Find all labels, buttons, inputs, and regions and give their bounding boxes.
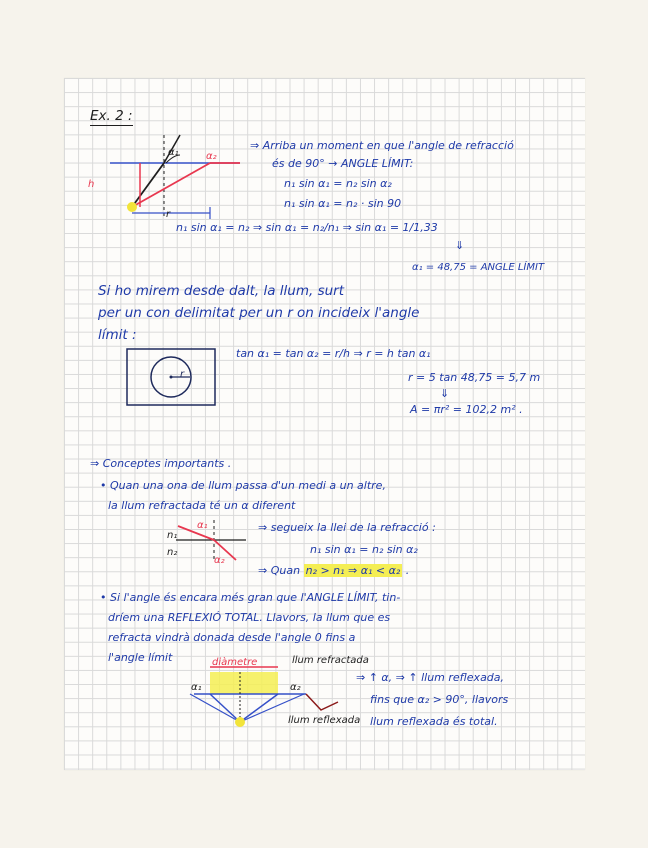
- fig4-label-a1: α₁: [191, 682, 202, 693]
- conclusion-line3: llum reflexada és total.: [370, 715, 498, 728]
- cone-top-view-diagram: [126, 348, 216, 406]
- fig4-refracted: llum refractada: [292, 655, 369, 666]
- fig1-label-r: r: [166, 209, 171, 220]
- fig1-label-a2: α₂: [206, 151, 217, 162]
- refraction-small-diagram: [176, 518, 246, 564]
- note1-line1: ⇒ Arriba un moment en que l'angle de refracció: [250, 139, 514, 152]
- fig2-label-r: r: [180, 369, 185, 380]
- calc-area: A = πr² = 102,2 m² .: [410, 403, 523, 416]
- condition-suffix: .: [405, 564, 410, 577]
- bullet1-equation: n₁ sin α₁ = n₂ sin α₂: [310, 543, 418, 556]
- fig4-label-a2: α₂: [290, 682, 301, 693]
- fig3-label-n2: n₂: [167, 547, 178, 558]
- fig3-label-a2: α₂: [214, 555, 225, 566]
- note1-arrow: ⇓: [455, 239, 465, 252]
- condition-highlight: n₂ > n₁ ⇒ α₁ < α₂: [305, 564, 401, 577]
- bullet1-line1: • Quan una ona de llum passa d'un medi a un altre,: [100, 479, 386, 492]
- calc-arrow: ⇓: [440, 387, 450, 400]
- fig4-diameter: diàmetre: [212, 657, 258, 668]
- calc-r: r = 5 tan 48,75 = 5,7 m: [408, 371, 541, 384]
- calc-tan: tan α₁ = tan α₂ = r/h ⇒ r = h tan α₁: [236, 347, 431, 360]
- note1-eq2: n₁ sin α₁ = n₂ · sin 90: [284, 197, 402, 210]
- note1-eq1: n₁ sin α₁ = n₂ sin α₂: [284, 177, 392, 190]
- condition-prefix: ⇒ Quan: [258, 564, 301, 577]
- note1-line2: és de 90° → ANGLE LÍMIT:: [272, 157, 414, 170]
- exercise-title: Ex. 2 :: [90, 108, 133, 124]
- conclusion-line1: ⇒ ↑ α, ⇒ ↑ llum reflexada,: [356, 671, 505, 684]
- para1-line3: límit :: [98, 327, 137, 343]
- fig1-label-a1: α₁: [168, 147, 179, 158]
- bullet1-condition: [258, 565, 409, 576]
- bullet2-line2: dríem una REFLEXIÓ TOTAL. Llavors, la llum que es: [108, 611, 391, 624]
- fig3-label-a1: α₁: [197, 520, 208, 531]
- para1-line2: per un con delimitat per un r on incideix l'angle: [98, 305, 420, 321]
- note1-eq3: n₁ sin α₁ = n₂ ⇒ sin α₁ = n₂/n₁ ⇒ sin α₁ = 1/1,33: [176, 221, 438, 234]
- bullet2-line1: • Si l'angle és encara més gran que l'ANGLE LÍMIT, tin-: [100, 591, 401, 604]
- bullet1-line2: la llum refractada té un α diferent: [108, 499, 296, 512]
- fig3-label-n1: n₁: [167, 530, 178, 541]
- bullet2-line4: l'angle límit: [108, 651, 173, 664]
- bullet2-line3: refracta vindrà donada desde l'angle 0 fins a: [108, 631, 356, 644]
- conclusion-line2: fins que α₂ > 90°, llavors: [370, 693, 509, 706]
- note1-result: α₁ = 48,75 = ANGLE LÍMIT: [412, 262, 545, 273]
- fig1-label-h: h: [88, 179, 95, 190]
- fig4-reflected: llum reflexada: [288, 715, 361, 726]
- concepts-heading: ⇒ Conceptes importants .: [90, 457, 232, 470]
- para1-line1: Si ho mirem desde dalt, la llum, surt: [98, 283, 344, 299]
- bullet1-rule: ⇒ segueix la llei de la refracció :: [258, 521, 436, 534]
